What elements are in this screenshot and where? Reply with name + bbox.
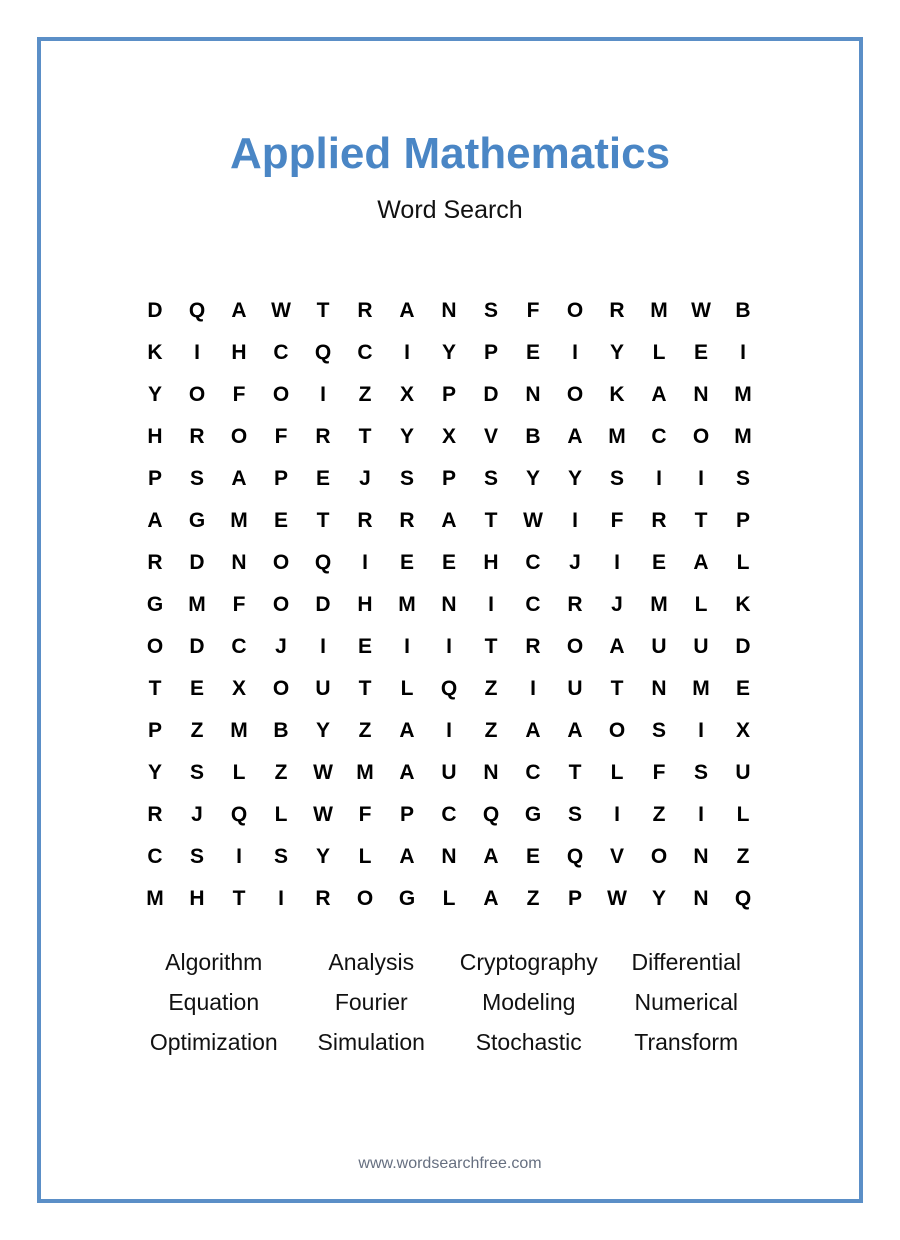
grid-letter: I bbox=[320, 383, 326, 406]
grid-letter: M bbox=[692, 677, 710, 700]
grid-letter: L bbox=[694, 593, 708, 616]
grid-letter: R bbox=[609, 299, 625, 322]
grid-letter: S bbox=[651, 719, 666, 742]
grid-letter: M bbox=[146, 887, 164, 910]
grid-letter: L bbox=[652, 341, 666, 364]
grid-letter: G bbox=[146, 593, 164, 616]
grid-letter: P bbox=[147, 719, 162, 742]
grid-letter: R bbox=[651, 509, 667, 532]
grid-letter: H bbox=[357, 593, 373, 616]
grid-letter: T bbox=[316, 299, 330, 322]
word-list-item: Optimization bbox=[149, 1028, 278, 1055]
grid-letter: H bbox=[231, 341, 247, 364]
grid-letter: N bbox=[693, 383, 709, 406]
grid-letter: I bbox=[488, 593, 494, 616]
grid-letter: N bbox=[651, 677, 667, 700]
grid-letter: Z bbox=[736, 845, 750, 868]
grid-letter: W bbox=[313, 803, 333, 826]
grid-letter: I bbox=[362, 551, 368, 574]
grid-letter: H bbox=[483, 551, 499, 574]
grid-letter: T bbox=[484, 509, 498, 532]
grid-letter: A bbox=[651, 383, 667, 406]
grid-letter: A bbox=[399, 761, 415, 784]
grid-letter: B bbox=[735, 299, 751, 322]
grid-letter: A bbox=[567, 425, 583, 448]
grid-letter: O bbox=[230, 425, 248, 448]
grid-letter: Z bbox=[190, 719, 204, 742]
grid-letter: I bbox=[698, 803, 704, 826]
grid-letter: G bbox=[524, 803, 542, 826]
grid-letter: N bbox=[693, 845, 709, 868]
grid-letter: O bbox=[608, 719, 626, 742]
grid-letter: U bbox=[567, 677, 583, 700]
grid-letter: C bbox=[441, 803, 457, 826]
grid-letter: U bbox=[735, 761, 751, 784]
grid-letter: A bbox=[231, 467, 247, 490]
grid-letter: R bbox=[315, 887, 331, 910]
grid-letter: I bbox=[614, 803, 620, 826]
letter-grid bbox=[134, 290, 764, 920]
grid-letter: C bbox=[525, 593, 541, 616]
grid-letter: H bbox=[147, 425, 163, 448]
word-list-item: Analysis bbox=[328, 948, 415, 975]
grid-letter: M bbox=[188, 593, 206, 616]
grid-letter: Y bbox=[525, 467, 540, 490]
word-list-item: Transform bbox=[634, 1028, 739, 1055]
grid-letter: Q bbox=[734, 887, 752, 910]
grid-letter: E bbox=[315, 467, 330, 490]
grid-letter: K bbox=[735, 593, 751, 616]
grid-letter: A bbox=[483, 845, 499, 868]
word-list-item: Differential bbox=[631, 948, 742, 975]
grid-letter: Q bbox=[188, 299, 206, 322]
grid-letter: L bbox=[400, 677, 414, 700]
grid-letter: R bbox=[189, 425, 205, 448]
grid-letter: Y bbox=[147, 761, 162, 784]
grid-letter: R bbox=[525, 635, 541, 658]
grid-letter: C bbox=[525, 551, 541, 574]
grid-letter: W bbox=[607, 887, 627, 910]
grid-letter: O bbox=[566, 299, 584, 322]
grid-letter: T bbox=[568, 761, 582, 784]
grid-letter: I bbox=[446, 719, 452, 742]
grid-letter: O bbox=[146, 635, 164, 658]
grid-letter: H bbox=[189, 887, 205, 910]
grid-letter: A bbox=[525, 719, 541, 742]
grid-letter: L bbox=[442, 887, 456, 910]
grid-letter: X bbox=[231, 677, 246, 700]
grid-letter: N bbox=[441, 299, 457, 322]
grid-letter: T bbox=[358, 425, 372, 448]
grid-letter: I bbox=[404, 341, 410, 364]
grid-letter: Z bbox=[274, 761, 288, 784]
grid-letter: N bbox=[441, 845, 457, 868]
grid-letter: T bbox=[232, 887, 246, 910]
grid-letter: Q bbox=[440, 677, 458, 700]
grid-letter: W bbox=[691, 299, 711, 322]
grid-letter: F bbox=[274, 425, 288, 448]
grid-letter: P bbox=[735, 509, 750, 532]
grid-letter: B bbox=[273, 719, 289, 742]
grid-letter: I bbox=[614, 551, 620, 574]
grid-letter: Z bbox=[358, 719, 372, 742]
grid-letter: F bbox=[232, 383, 246, 406]
grid-letter: A bbox=[693, 551, 709, 574]
grid-letter: S bbox=[483, 299, 498, 322]
grid-letter: Y bbox=[147, 383, 162, 406]
grid-letter: Q bbox=[482, 803, 500, 826]
word-list-item: Equation bbox=[168, 988, 260, 1015]
grid-letter: M bbox=[650, 299, 668, 322]
grid-letter: P bbox=[441, 467, 456, 490]
grid-letter: A bbox=[231, 299, 247, 322]
grid-letter: M bbox=[734, 425, 752, 448]
grid-letter: A bbox=[399, 719, 415, 742]
grid-letter: S bbox=[189, 467, 204, 490]
grid-letter: E bbox=[651, 551, 666, 574]
grid-letter: C bbox=[231, 635, 247, 658]
grid-letter: I bbox=[236, 845, 242, 868]
grid-letter: M bbox=[734, 383, 752, 406]
grid-letter: C bbox=[147, 845, 163, 868]
grid-letter: X bbox=[735, 719, 750, 742]
grid-letter: T bbox=[358, 677, 372, 700]
grid-letter: E bbox=[525, 845, 540, 868]
grid-letter: A bbox=[399, 845, 415, 868]
grid-letter: R bbox=[357, 509, 373, 532]
grid-letter: D bbox=[147, 299, 163, 322]
grid-letter: R bbox=[567, 593, 583, 616]
grid-letter: I bbox=[278, 887, 284, 910]
grid-letter: W bbox=[313, 761, 333, 784]
grid-letter: R bbox=[399, 509, 415, 532]
grid-letter: T bbox=[316, 509, 330, 532]
grid-letter: Y bbox=[441, 341, 456, 364]
grid-letter: T bbox=[610, 677, 624, 700]
grid-letter: V bbox=[609, 845, 624, 868]
grid-letter: U bbox=[315, 677, 331, 700]
grid-letter: R bbox=[147, 551, 163, 574]
grid-letter: O bbox=[272, 677, 290, 700]
word-list-item: Modeling bbox=[482, 988, 576, 1015]
grid-letter: L bbox=[358, 845, 372, 868]
grid-letter: L bbox=[274, 803, 288, 826]
grid-letter: D bbox=[735, 635, 751, 658]
grid-letter: D bbox=[189, 551, 205, 574]
grid-letter: I bbox=[572, 341, 578, 364]
grid-letter: J bbox=[275, 635, 287, 658]
grid-letter: E bbox=[441, 551, 456, 574]
grid-letter: I bbox=[740, 341, 746, 364]
grid-letter: I bbox=[446, 635, 452, 658]
grid-letter: C bbox=[651, 425, 667, 448]
grid-letter: V bbox=[483, 425, 498, 448]
grid-letter: A bbox=[147, 509, 163, 532]
grid-letter: F bbox=[610, 509, 624, 532]
grid-letter: A bbox=[609, 635, 625, 658]
grid-letter: T bbox=[484, 635, 498, 658]
grid-letter: M bbox=[230, 509, 248, 532]
word-list bbox=[135, 942, 765, 1062]
grid-letter: O bbox=[356, 887, 374, 910]
grid-letter: B bbox=[525, 425, 541, 448]
grid-letter: R bbox=[147, 803, 163, 826]
grid-letter: S bbox=[189, 845, 204, 868]
grid-letter: S bbox=[273, 845, 288, 868]
grid-letter: Q bbox=[230, 803, 248, 826]
grid-letter: S bbox=[483, 467, 498, 490]
grid-letter: O bbox=[566, 383, 584, 406]
grid-letter: A bbox=[483, 887, 499, 910]
grid-letter: O bbox=[272, 593, 290, 616]
word-list-item: Simulation bbox=[317, 1028, 425, 1055]
grid-letter: C bbox=[357, 341, 373, 364]
grid-letter: O bbox=[272, 383, 290, 406]
grid-letter: U bbox=[693, 635, 709, 658]
grid-letter: M bbox=[356, 761, 374, 784]
grid-letter: E bbox=[273, 509, 288, 532]
word-list-item: Fourier bbox=[334, 988, 408, 1015]
grid-letter: U bbox=[651, 635, 667, 658]
grid-letter: A bbox=[567, 719, 583, 742]
grid-letter: P bbox=[483, 341, 498, 364]
grid-letter: I bbox=[530, 677, 536, 700]
grid-letter: P bbox=[147, 467, 162, 490]
grid-letter: Z bbox=[484, 677, 498, 700]
grid-letter: E bbox=[525, 341, 540, 364]
grid-letter: S bbox=[567, 803, 582, 826]
grid-letter: E bbox=[189, 677, 204, 700]
grid-letter: Z bbox=[358, 383, 372, 406]
grid-letter: K bbox=[609, 383, 625, 406]
grid-letter: F bbox=[652, 761, 666, 784]
grid-letter: N bbox=[525, 383, 541, 406]
grid-letter: D bbox=[483, 383, 499, 406]
grid-letter: L bbox=[610, 761, 624, 784]
word-list-item: Cryptography bbox=[459, 948, 598, 975]
grid-letter: S bbox=[693, 761, 708, 784]
grid-letter: M bbox=[230, 719, 248, 742]
grid-letter: T bbox=[694, 509, 708, 532]
grid-letter: G bbox=[188, 509, 206, 532]
grid-letter: I bbox=[194, 341, 200, 364]
grid-letter: P bbox=[399, 803, 414, 826]
grid-letter: J bbox=[359, 467, 371, 490]
grid-letter: L bbox=[232, 761, 246, 784]
grid-letter: O bbox=[566, 635, 584, 658]
footer-url: www.wordsearchfree.com bbox=[358, 1155, 542, 1172]
grid-letter: N bbox=[483, 761, 499, 784]
grid-letter: C bbox=[273, 341, 289, 364]
grid-letter: N bbox=[693, 887, 709, 910]
grid-letter: E bbox=[399, 551, 414, 574]
grid-letter: O bbox=[692, 425, 710, 448]
word-list-item: Stochastic bbox=[475, 1028, 582, 1055]
grid-letter: X bbox=[441, 425, 456, 448]
grid-letter: D bbox=[189, 635, 205, 658]
grid-letter: S bbox=[189, 761, 204, 784]
grid-letter: Z bbox=[484, 719, 498, 742]
grid-letter: I bbox=[698, 719, 704, 742]
grid-letter: Y bbox=[315, 845, 330, 868]
grid-letter: R bbox=[315, 425, 331, 448]
grid-letter: J bbox=[611, 593, 623, 616]
grid-letter: I bbox=[656, 467, 662, 490]
grid-letter: Y bbox=[609, 341, 624, 364]
grid-letter: M bbox=[398, 593, 416, 616]
grid-letter: E bbox=[735, 677, 750, 700]
grid-letter: R bbox=[357, 299, 373, 322]
grid-letter: G bbox=[398, 887, 416, 910]
grid-letter: Y bbox=[651, 887, 666, 910]
grid-letter: M bbox=[608, 425, 626, 448]
grid-letter: Q bbox=[566, 845, 584, 868]
grid-letter: A bbox=[399, 299, 415, 322]
page-title: Applied Mathematics bbox=[229, 129, 671, 178]
grid-letter: W bbox=[271, 299, 291, 322]
grid-letter: M bbox=[650, 593, 668, 616]
grid-letter: K bbox=[147, 341, 163, 364]
grid-letter: D bbox=[315, 593, 331, 616]
grid-letter: C bbox=[525, 761, 541, 784]
grid-letter: I bbox=[320, 635, 326, 658]
grid-letter: O bbox=[188, 383, 206, 406]
grid-letter: Y bbox=[315, 719, 330, 742]
grid-letter: Z bbox=[526, 887, 540, 910]
grid-letter: P bbox=[567, 887, 582, 910]
grid-letter: O bbox=[272, 551, 290, 574]
page-subtitle: Word Search bbox=[377, 196, 523, 224]
grid-letter: O bbox=[650, 845, 668, 868]
grid-letter: Y bbox=[567, 467, 582, 490]
grid-letter: Q bbox=[314, 551, 332, 574]
grid-letter: I bbox=[404, 635, 410, 658]
grid-letter: U bbox=[441, 761, 457, 784]
grid-letter: Q bbox=[314, 341, 332, 364]
grid-letter: A bbox=[441, 509, 457, 532]
grid-letter: E bbox=[357, 635, 372, 658]
grid-letter: F bbox=[358, 803, 372, 826]
grid-letter: I bbox=[698, 467, 704, 490]
grid-letter: P bbox=[441, 383, 456, 406]
grid-letter: S bbox=[609, 467, 624, 490]
grid-letter: E bbox=[693, 341, 708, 364]
grid-letter: Y bbox=[399, 425, 414, 448]
grid-letter: S bbox=[399, 467, 414, 490]
grid-letter: F bbox=[526, 299, 540, 322]
grid-letter: S bbox=[735, 467, 750, 490]
grid-letter: N bbox=[231, 551, 247, 574]
grid-letter: W bbox=[523, 509, 543, 532]
grid-letter: J bbox=[569, 551, 581, 574]
grid-letter: L bbox=[736, 803, 750, 826]
word-list-item: Numerical bbox=[634, 988, 739, 1015]
grid-letter: T bbox=[148, 677, 162, 700]
word-list-item: Algorithm bbox=[165, 948, 263, 975]
grid-letter: X bbox=[399, 383, 414, 406]
grid-letter: J bbox=[191, 803, 203, 826]
grid-letter: F bbox=[232, 593, 246, 616]
grid-letter: L bbox=[736, 551, 750, 574]
grid-letter: I bbox=[572, 509, 578, 532]
grid-letter: N bbox=[441, 593, 457, 616]
grid-letter: Z bbox=[652, 803, 666, 826]
grid-letter: P bbox=[273, 467, 288, 490]
